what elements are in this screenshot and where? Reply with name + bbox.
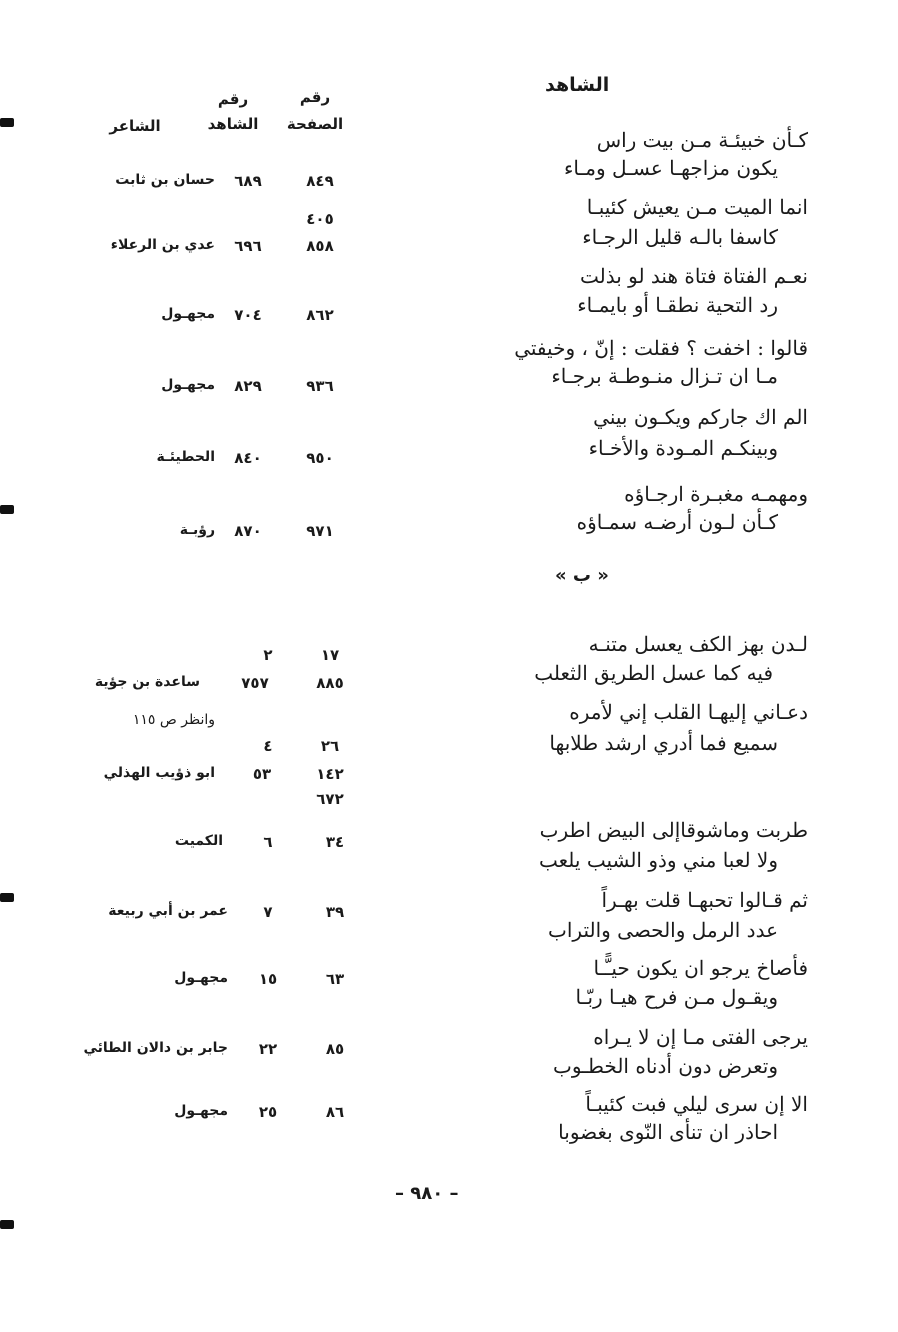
- witness-number: ٧٥٧: [241, 674, 269, 692]
- scan-mark: [0, 1220, 14, 1229]
- page-number: ١٤٢: [316, 765, 344, 783]
- witness-number: ٨٤٠: [234, 449, 262, 467]
- page-number-bottom: ٦٧٢: [316, 790, 344, 808]
- witness-number: ٦: [263, 833, 273, 851]
- poet-name: مجهـول: [174, 1103, 228, 1119]
- page-number: ٣٤: [325, 833, 345, 851]
- verse-line-1: كـأن خبيئـة مـن بيت راس: [596, 128, 808, 152]
- verse-line-1: انما الميت مـن يعيش كئيبـا: [586, 195, 808, 219]
- poet-name: مجهـول: [161, 377, 215, 393]
- verse-column-title: الشاهد: [545, 74, 610, 96]
- page-column-header-line2: الصفحة: [286, 115, 344, 133]
- poet-name: مجهـول: [161, 306, 215, 322]
- witness-number: ٢٥: [258, 1103, 278, 1121]
- page-number-top: ٢٦: [320, 737, 340, 755]
- witness-number: ١٥: [258, 970, 278, 988]
- verse-line-1: فأصاخ يرجو ان يكون حيـًّـا: [593, 956, 808, 980]
- verse-line-2: احاذر ان تنأى النّوى بغضوبا: [558, 1120, 778, 1144]
- poet-name: الحطيئـة: [156, 449, 215, 465]
- page-number-footer: – ٩٨٠ –: [395, 1183, 459, 1204]
- verse-line-1: طربت وماشوقاإلى البيض اطرب: [539, 818, 808, 842]
- poet-name: مجهـول: [174, 970, 228, 986]
- page-number: ٨٨٥: [316, 674, 344, 692]
- verse-line-2: مـا ان تـزال منـوطـة برجـاء: [551, 364, 778, 388]
- witness-column-header-line2: الشاهد: [207, 115, 259, 133]
- page-number: ٨٤٩: [306, 172, 334, 190]
- verse-line-2: فيه كما عسل الطريق الثعلب: [534, 661, 773, 685]
- scan-mark: [0, 505, 14, 514]
- verse-line-2: كـأن لـون أرضـه سمـاؤه: [576, 510, 778, 534]
- poet-name: رؤبـة: [179, 522, 215, 538]
- page-number: ٦٣: [325, 970, 345, 988]
- poet-name: عمر بن أبي ربيعة: [108, 903, 228, 919]
- poet-name: ساعدة بن جؤية: [94, 674, 200, 690]
- verse-line-2: ولا لعبا مني وذو الشيب يلعب: [538, 848, 778, 872]
- poet-name: ابو ذؤيب الهذلي: [103, 765, 215, 781]
- page-number: ٨٦: [325, 1103, 345, 1121]
- verse-line-2: سميع فما أدري ارشد طلابها: [549, 731, 778, 755]
- verse-line-1: قالوا : اخفت ؟ فقلت : إنّ ، وخيفتي: [514, 336, 808, 360]
- verse-line-2: وتعرض دون أدناه الخطـوب: [553, 1054, 778, 1078]
- verse-line-1: يرجى الفتى مـا إن لا يـراه: [593, 1025, 808, 1049]
- witness-number: ٥٣: [252, 765, 272, 783]
- verse-line-2: وبينكـم المـودة والأخـاء: [588, 436, 778, 460]
- page-number-extra: ٤٠٥: [306, 210, 334, 228]
- witness-column-header-line1: رقم: [217, 90, 249, 108]
- scan-mark: [0, 893, 14, 902]
- witness-number-top: ٤: [263, 737, 273, 755]
- witness-number: ٧٠٤: [234, 306, 262, 324]
- witness-number: ٨٧٠: [234, 522, 262, 540]
- poet-name: جابر بن دالان الطائي: [83, 1040, 228, 1056]
- witness-number: ٦٩٦: [234, 237, 262, 255]
- page-number: ٩٣٦: [306, 377, 334, 395]
- verse-line-1: دعـاني إليهـا القلب إني لأمره: [569, 700, 808, 724]
- witness-number: ٨٢٩: [234, 377, 262, 395]
- witness-number-top: ٢: [263, 646, 273, 664]
- page-number: ٨٥٨: [306, 237, 334, 255]
- scan-mark: [0, 118, 14, 127]
- verse-line-1: الا إن سرى ليلي فبت كئيبـاً: [585, 1092, 808, 1116]
- verse-line-2: يكون مزاجهـا عسـل ومـاء: [563, 156, 778, 180]
- poet-name: عدي بن الرعلاء: [110, 237, 215, 253]
- page-number: ٩٧١: [306, 522, 334, 540]
- verse-line-1: لـدن بهز الكف يعسل متنـه: [588, 632, 808, 656]
- witness-number: ٧: [263, 903, 273, 921]
- poet-column-header: الشاعر: [109, 117, 161, 135]
- page-number: ٩٥٠: [306, 449, 334, 467]
- page-number: ٨٦٢: [306, 306, 334, 324]
- verse-line-1: ومهمـه مغبـرة ارجـاؤه: [624, 482, 808, 506]
- verse-line-1: الم اك جاركم ويكـون بيني: [593, 405, 808, 429]
- verse-line-1: نعـم الفتاة فتاة هند لو بذلت: [579, 264, 808, 288]
- page-number: ٨٥: [325, 1040, 345, 1058]
- verse-line-2: ويقـول مـن فرح هيـا ربّـا: [575, 985, 778, 1009]
- section-heading: « ب »: [555, 565, 609, 586]
- witness-number: ٦٨٩: [234, 172, 262, 190]
- verse-line-2: عدد الرمل والحصى والتراب: [548, 918, 778, 942]
- cross-reference-note: وانظر ص ١١٥: [132, 712, 215, 728]
- verse-line-2: رد التحية نطقـا أو بايمـاء: [577, 293, 778, 317]
- poet-name: الكميت: [174, 833, 223, 849]
- verse-line-2: كاسفا بالـه قليل الرجـاء: [582, 225, 778, 249]
- verse-line-1: ثم قـالوا تحبهـا قلت بهـراً: [601, 888, 808, 912]
- page-number-top: ١٧: [320, 646, 340, 664]
- witness-number: ٢٢: [258, 1040, 278, 1058]
- poet-name: حسان بن ثابت: [115, 172, 215, 188]
- page-number: ٣٩: [325, 903, 345, 921]
- page-column-header-line1: رقم: [299, 88, 331, 106]
